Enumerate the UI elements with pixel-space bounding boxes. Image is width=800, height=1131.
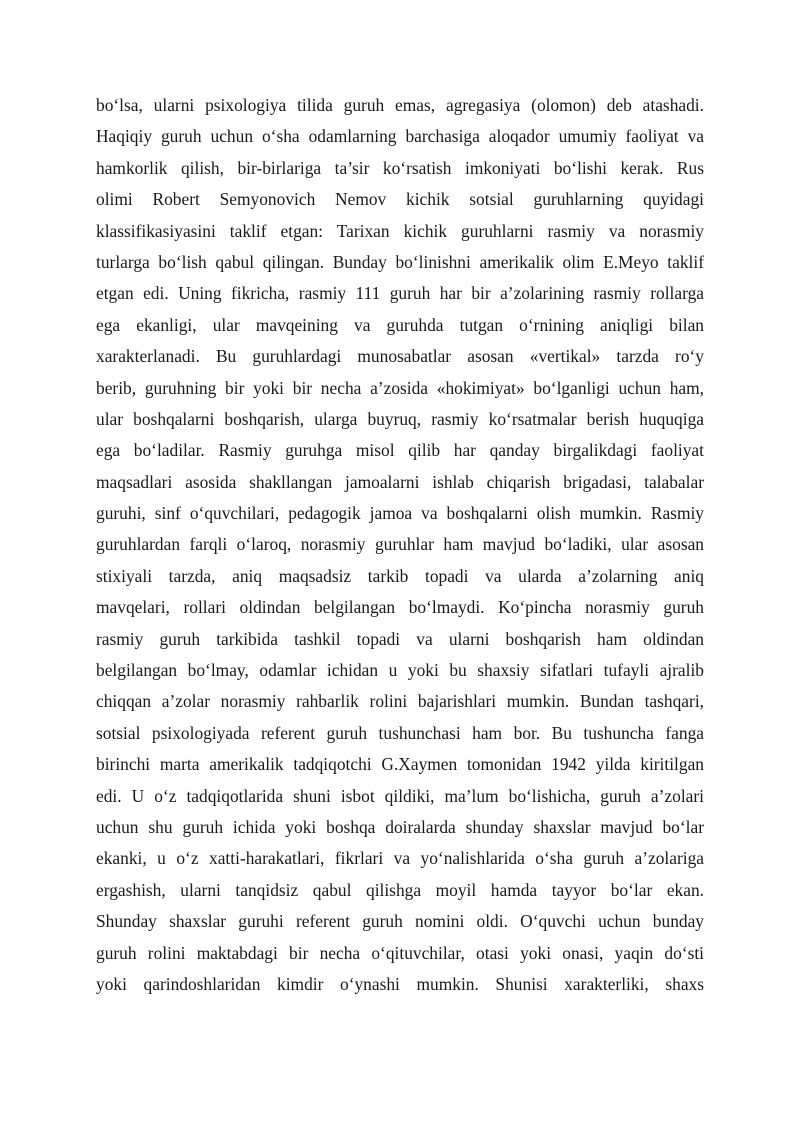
text-line: belgilangan bo‘lmay, odamlar ichidan u yoki bu shaxsiy sifatlari tufayli ajralib bbox=[96, 660, 704, 681]
text-line: stixiyali tarzda, aniq maqsadsiz tarkib topadi va ularda a’zolarning aniq bbox=[96, 565, 704, 586]
text-line: uchun shu guruh ichida yoki boshqa doiralarda shunday shaxslar mavjud bo‘lar bbox=[96, 816, 704, 837]
text-line: sotsial psixologiyada referent guruh tushunchasi ham bor. Bu tushuncha fanga bbox=[96, 722, 704, 743]
text-line: ular boshqalarni boshqarish, ularga buyruq, rasmiy ko‘rsatmalar berish huquqiga bbox=[96, 408, 704, 429]
body-text bbox=[96, 90, 704, 1000]
text-line: olimi Robert Semyonovich Nemov kichik sotsial guruhlarning quyidagi bbox=[96, 189, 704, 210]
text-line: turlarga bo‘lish qabul qilingan. Bunday bo‘linishni amerikalik olim E.Meyo taklif bbox=[96, 251, 704, 272]
text-line: Shunday shaxslar guruhi referent guruh nomini oldi. O‘quvchi uchun bunday bbox=[96, 911, 704, 932]
text-line: yoki qarindoshlaridan kimdir o‘ynashi mumkin. Shunisi xarakterliki, shaxs bbox=[96, 973, 704, 994]
text-line: hamkorlik qilish, bir-birlariga ta’sir ko‘rsatish imkoniyati bo‘lishi kerak. Rus bbox=[96, 157, 704, 178]
text-line: ega bo‘ladilar. Rasmiy guruhga misol qilib har qanday birgalikdagi faoliyat bbox=[96, 440, 704, 461]
text-line: guruh rolini maktabdagi bir necha o‘qituvchilar, otasi yoki onasi, yaqin do‘sti bbox=[96, 942, 704, 963]
text-line: guruhi, sinf o‘quvchilari, pedagogik jamoa va boshqalarni olish mumkin. Rasmiy bbox=[96, 503, 704, 524]
text-line: ega ekanligi, ular mavqeining va guruhda tutgan o‘rnining aniqligi bilan bbox=[96, 314, 704, 335]
text-line: maqsadlari asosida shakllangan jamoalarni ishlab chiqarish brigadasi, talabalar bbox=[96, 471, 704, 492]
text-line: etgan edi. Uning fikricha, rasmiy 111 guruh har bir a’zolarining rasmiy rollarga bbox=[96, 283, 704, 304]
text-line: bo‘lsa, ularni psixologiya tilida guruh emas, agregasiya (olomon) deb atashadi. bbox=[96, 95, 704, 115]
text-line: klassifikasiyasini taklif etgan: Tarixan kichik guruhlarni rasmiy va norasmiy bbox=[96, 220, 704, 241]
text-line: edi. U o‘z tadqiqotlarida shuni isbot qildiki, ma’lum bo‘lishicha, guruh a’zolari bbox=[96, 785, 704, 806]
text-line: guruhlardan farqli o‘laroq, norasmiy guruhlar ham mavjud bo‘ladiki, ular asosan bbox=[96, 534, 704, 555]
text-line: Haqiqiy guruh uchun o‘sha odamlarning barchasiga aloqador umumiy faoliyat va bbox=[96, 126, 704, 147]
text-line: rasmiy guruh tarkibida tashkil topadi va ularni boshqarish ham oldindan bbox=[96, 628, 704, 649]
text-line: berib, guruhning bir yoki bir necha a’zosida «hokimiyat» bo‘lganligi uchun ham, bbox=[96, 377, 704, 398]
text-line: birinchi marta amerikalik tadqiqotchi G.Xaymen tomonidan 1942 yilda kiritilgan bbox=[96, 754, 704, 775]
text-line: ekanki, u o‘z xatti-harakatlari, fikrlari va yo‘nalishlarida o‘sha guruh a’zolariga bbox=[96, 848, 704, 869]
text-line: ergashish, ularni tanqidsiz qabul qilishga moyil hamda tayyor bo‘lar ekan. bbox=[96, 879, 704, 900]
text-line: chiqqan a’zolar norasmiy rahbarlik rolini bajarishlari mumkin. Bundan tashqari, bbox=[96, 691, 704, 712]
text-line: xarakterlanadi. Bu guruhlardagi munosabatlar asosan «vertikal» tarzda ro‘y bbox=[96, 346, 704, 367]
text-line: mavqelari, rollari oldindan belgilangan bo‘lmaydi. Ko‘pincha norasmiy guruh bbox=[96, 597, 704, 618]
